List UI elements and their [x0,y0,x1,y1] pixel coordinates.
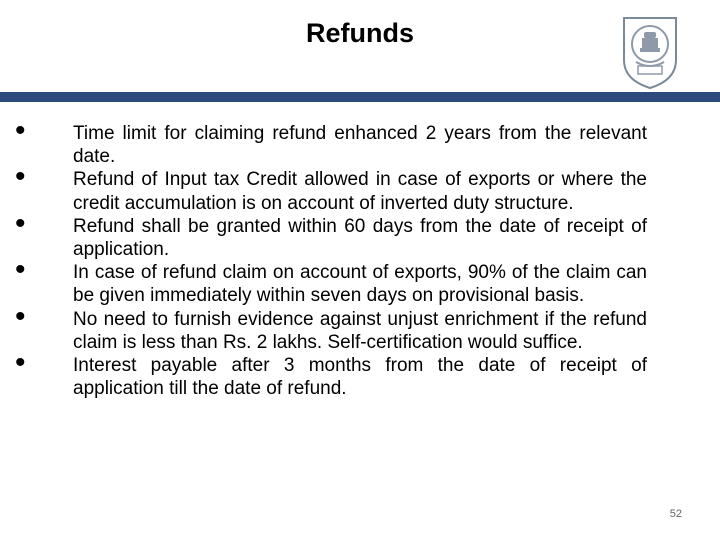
list-item [15,299,647,354]
list-item [15,253,647,307]
emblem-logo-icon [618,14,682,90]
bullet-dot-icon: • [15,346,26,380]
bullet-dot-icon: • [15,206,26,240]
list-item [15,346,647,400]
bullet-dot-icon: • [15,114,26,147]
slide-title: Refunds [306,18,414,48]
bullet-dot-icon: • [15,253,26,287]
list-item [15,206,647,261]
bullet-text: Interest payable after 3 months from the date of receipt of application till the date of refund. [73,355,647,400]
bullet-text: Refund of Input tax Credit allowed in case of exports or where the credit accumulation is on account of inverted duty structure. [73,169,647,214]
bullet-text: In case of refund claim on account of exports, 90% of the claim can be given immediately within seven days on provisional basis. [73,262,647,307]
bullet-text: No need to furnish evidence against unjust enrichment if the refund claim is less than Rs. 2 lakhs. Self-certification would suffice. [73,308,647,353]
page-number: 52 [669,508,682,520]
bullet-dot-icon: • [15,299,26,333]
bullet-dot-icon: • [15,160,26,194]
bullet-text: Refund shall be granted within 60 days from the date of receipt of application. [73,215,647,261]
list-item [15,114,647,168]
header-divider [0,92,720,102]
list-item [15,160,647,214]
bullet-text: Time limit for claiming refund enhanced 2 years from the relevant date. [73,123,647,168]
bullet-list [15,114,647,400]
